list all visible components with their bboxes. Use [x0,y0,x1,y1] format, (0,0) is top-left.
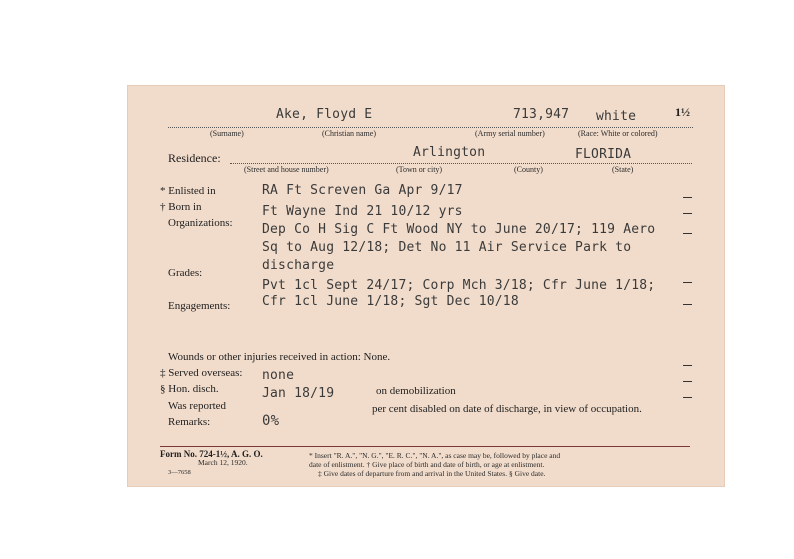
margin-dash [683,304,692,305]
form-code: 3—7658 [168,469,191,476]
margin-dash [683,213,692,214]
state-caption: (State) [612,165,634,174]
serial-number: 713,947 [513,107,570,122]
organizations-line-1: Dep Co H Sig C Ft Wood NY to June 20/17; 119 Aero [262,222,656,237]
remarks-label: Remarks: [168,416,211,428]
town-caption: (Town or city) [396,165,443,174]
enlisted-value: RA Ft Screven Ga Apr 9/17 [262,183,463,198]
reported-label: Was reported [168,400,227,412]
organizations-label: Organizations: [168,217,233,229]
organizations-line-3: discharge [262,258,335,273]
grades-line-1: Pvt 1cl Sept 24/17; Corp Mch 3/18; Cfr June 1/18; [262,278,656,293]
margin-dash [683,233,692,234]
race-value: white [596,109,637,124]
served-overseas-value: none [262,368,295,383]
wounds-text: Wounds or other injuries received in action: None. [168,351,391,363]
header-line [168,127,693,128]
residence-line [230,163,692,164]
margin-dash [683,197,692,198]
footnote-line-3: ‡ Give dates of departure from and arrival in the United States. § Give date. [318,469,546,478]
born-label: † Born in [160,201,202,213]
residence-label: Residence: [168,151,221,165]
reported-value: 0% [262,413,280,429]
born-value: Ft Wayne Ind 21 10/12 yrs [262,204,463,219]
form-date: March 12, 1920. [198,458,248,467]
soldier-name: Ake, Floyd E [276,107,373,122]
race-caption: (Race: White or colored) [578,129,658,138]
christian-name-caption: (Christian name) [322,129,376,138]
hon-disch-label: § Hon. disch. [160,383,219,395]
enlisted-label: * Enlisted in [160,185,216,197]
serial-caption: (Army serial number) [475,129,545,138]
margin-dash [683,365,692,366]
hon-disch-value: Jan 18/19 [262,386,335,401]
disabled-text: per cent disabled on date of discharge, in view of occupation. [372,403,642,415]
margin-dash [683,381,692,382]
street-caption: (Street and house number) [244,165,329,174]
organizations-line-2: Sq to Aug 12/18; Det No 11 Air Service Park to [262,240,632,255]
grades-label: Grades: [168,267,203,279]
surname-caption: (Surname) [210,129,244,138]
footnote-line-1: * Insert "R. A.", "N. G.", "E. R. C.", "N. A.", as case may be, followed by place and [309,451,561,460]
service-record-card [127,85,725,487]
residence-city: Arlington [413,145,486,160]
grades-line-2: Cfr 1cl June 1/18; Sgt Dec 10/18 [262,294,519,309]
footer-rule [160,446,690,447]
residence-state: FLORIDA [575,147,632,162]
demobilization-text: on demobilization [376,385,456,397]
footnote-line-2: date of enlistment. † Give place of birth and date of birth, or age at enlistment. [309,460,545,469]
margin-dash [683,282,692,283]
county-caption: (County) [514,165,543,174]
served-overseas-label: ‡ Served overseas: [160,367,243,379]
form-fraction: 1½ [675,105,690,119]
margin-dash [683,397,692,398]
form-number: Form No. 724-1½, A. G. O. [160,449,263,459]
engagements-label: Engagements: [168,300,231,312]
